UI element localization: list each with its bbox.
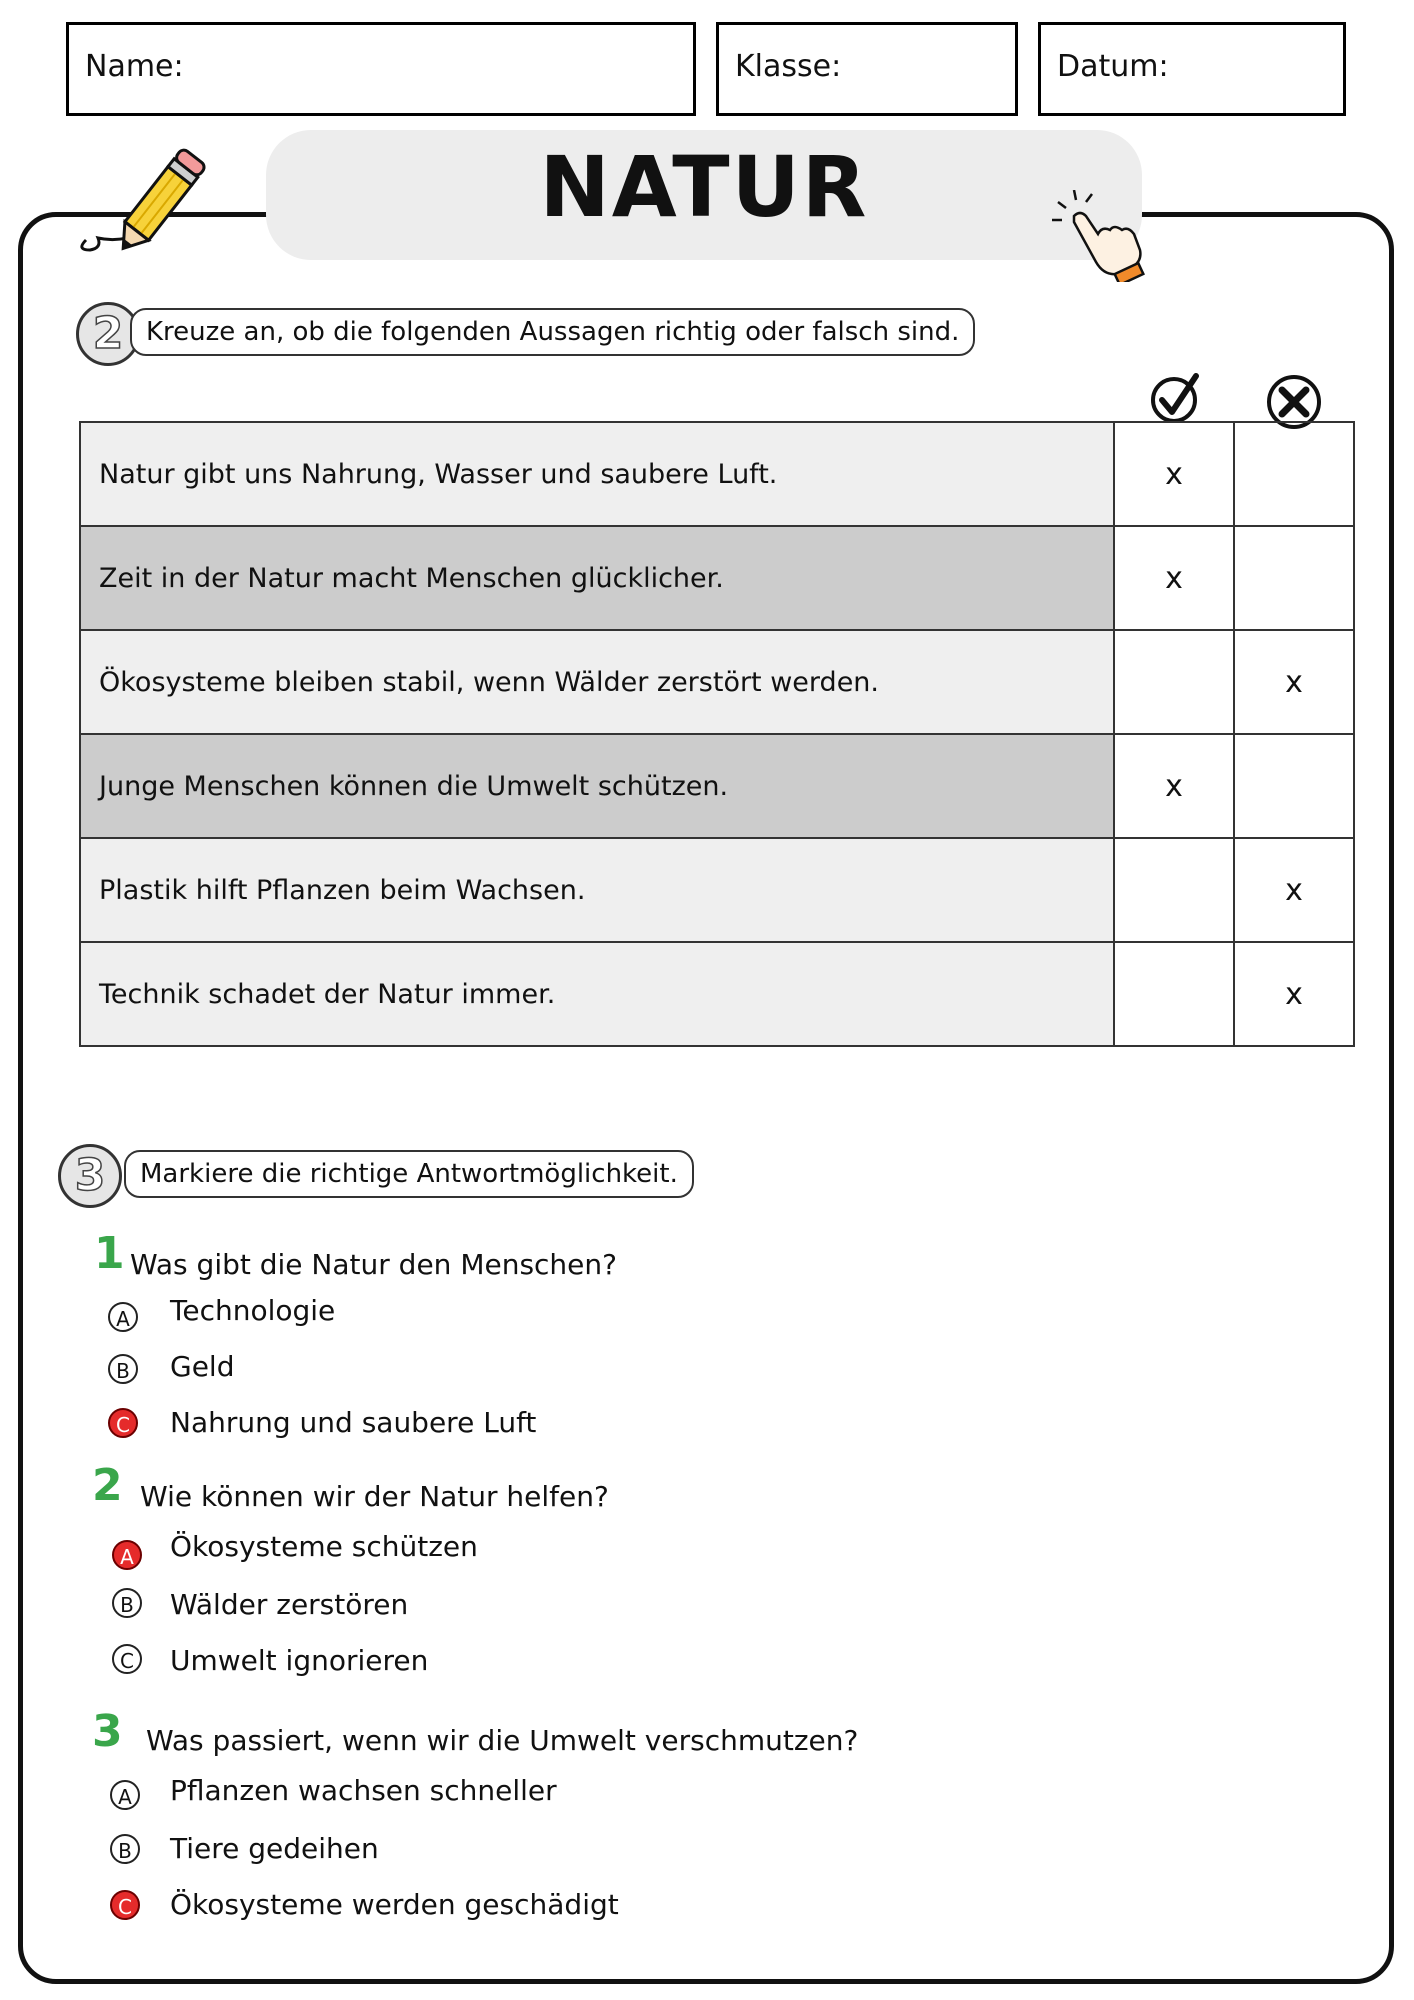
falsch-cell[interactable]: x — [1234, 942, 1354, 1046]
falsch-cell[interactable] — [1234, 734, 1354, 838]
question-3-number: 3 — [92, 1706, 123, 1757]
question-2-text: Wie können wir der Natur helfen? — [140, 1480, 609, 1513]
pointing-hand-icon — [1052, 190, 1148, 282]
statement-cell: Ökosysteme bleiben stabil, wenn Wälder zerstört werden. — [80, 630, 1114, 734]
option-b-marker[interactable]: B — [108, 1354, 138, 1384]
statement-cell: Zeit in der Natur macht Menschen glücklicher. — [80, 526, 1114, 630]
option-b-text[interactable]: Tiere gedeihen — [170, 1832, 379, 1865]
table-row — [80, 838, 1354, 942]
check-icon — [1150, 372, 1202, 424]
question-1-text: Was gibt die Natur den Menschen? — [130, 1248, 618, 1281]
class-label: Klasse: — [735, 49, 842, 84]
section-2-instruction: Kreuze an, ob die folgenden Aussagen richtig oder falsch sind. — [130, 308, 975, 356]
statement-cell: Plastik hilft Pflanzen beim Wachsen. — [80, 838, 1114, 942]
name-label: Name: — [85, 49, 184, 84]
date-field[interactable] — [1038, 22, 1346, 116]
statement-cell: Junge Menschen können die Umwelt schützen. — [80, 734, 1114, 838]
option-c-marker-selected[interactable]: C — [110, 1890, 140, 1920]
option-a-text[interactable]: Technologie — [170, 1294, 336, 1327]
pencil-icon — [76, 148, 212, 260]
option-c-text[interactable]: Umwelt ignorieren — [170, 1644, 429, 1677]
section-3-instruction: Markiere die richtige Antwortmöglichkeit. — [124, 1150, 694, 1198]
richtig-cell[interactable]: x — [1114, 422, 1234, 526]
richtig-cell[interactable]: x — [1114, 734, 1234, 838]
table-row — [80, 734, 1354, 838]
option-c-text[interactable]: Nahrung und saubere Luft — [170, 1406, 537, 1439]
richtig-cell[interactable]: x — [1114, 526, 1234, 630]
richtig-cell[interactable] — [1114, 630, 1234, 734]
richtig-cell[interactable] — [1114, 942, 1234, 1046]
name-field[interactable] — [66, 22, 696, 116]
question-2-number: 2 — [92, 1460, 123, 1511]
table-row — [80, 422, 1354, 526]
question-3-text: Was passiert, wenn wir die Umwelt verschmutzen? — [146, 1724, 859, 1757]
section-2-number: 2 — [76, 302, 140, 366]
statement-cell: Technik schadet der Natur immer. — [80, 942, 1114, 1046]
option-c-text[interactable]: Ökosysteme werden geschädigt — [170, 1888, 619, 1921]
option-a-text[interactable]: Ökosysteme schützen — [170, 1530, 478, 1563]
option-c-marker-selected[interactable]: C — [108, 1408, 138, 1438]
falsch-cell[interactable] — [1234, 526, 1354, 630]
option-b-text[interactable]: Geld — [170, 1350, 235, 1383]
falsch-cell[interactable]: x — [1234, 630, 1354, 734]
option-b-text[interactable]: Wälder zerstören — [170, 1588, 409, 1621]
table-row — [80, 942, 1354, 1046]
option-a-marker-selected[interactable]: A — [112, 1540, 142, 1570]
table-row — [80, 526, 1354, 630]
option-a-text[interactable]: Pflanzen wachsen schneller — [170, 1774, 557, 1807]
option-b-marker[interactable]: B — [112, 1588, 142, 1618]
statement-cell: Natur gibt uns Nahrung, Wasser und saubere Luft. — [80, 422, 1114, 526]
class-field[interactable] — [716, 22, 1018, 116]
date-label: Datum: — [1057, 49, 1169, 84]
section-3-number: 3 — [58, 1144, 122, 1208]
true-false-table — [79, 421, 1355, 1047]
option-a-marker[interactable]: A — [108, 1302, 138, 1332]
falsch-cell[interactable] — [1234, 422, 1354, 526]
option-c-marker[interactable]: C — [112, 1644, 142, 1674]
page-title: NATUR — [539, 138, 869, 236]
option-a-marker[interactable]: A — [110, 1780, 140, 1810]
richtig-cell[interactable] — [1114, 838, 1234, 942]
falsch-cell[interactable]: x — [1234, 838, 1354, 942]
table-row — [80, 630, 1354, 734]
question-1-number: 1 — [94, 1228, 125, 1279]
option-b-marker[interactable]: B — [110, 1834, 140, 1864]
